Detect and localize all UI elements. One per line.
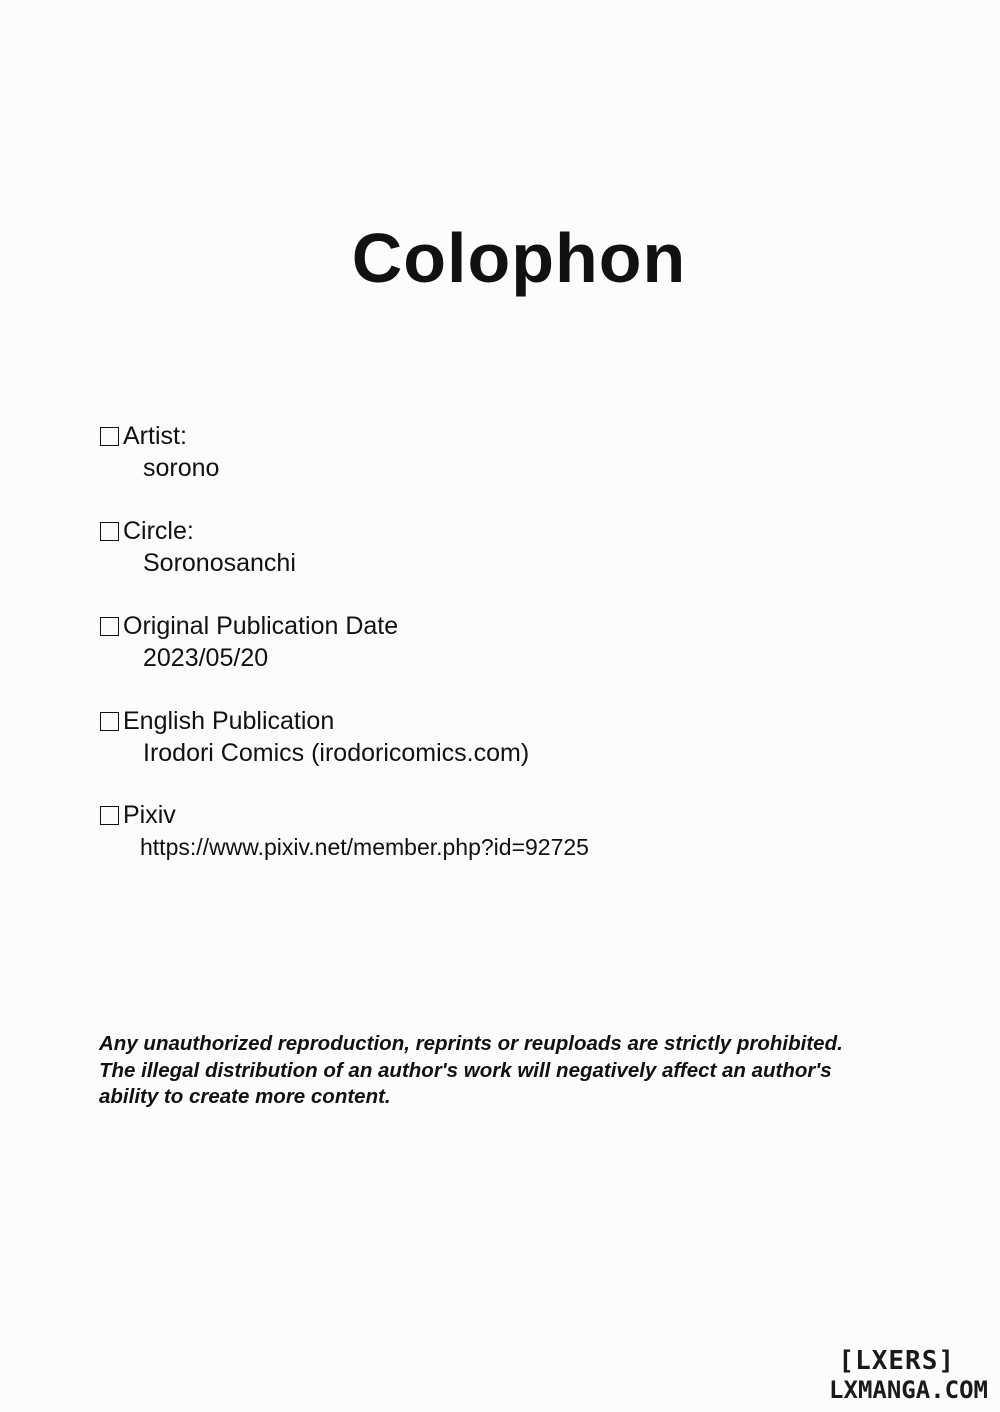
- field-circle: [100, 516, 296, 578]
- watermark-top: [LXERS]: [838, 1346, 955, 1376]
- checkbox-icon: [100, 427, 119, 446]
- field-publication-date: [100, 611, 398, 673]
- field-value: Soronosanchi: [143, 549, 296, 577]
- page-title: Colophon: [351, 219, 687, 297]
- field-label: Pixiv: [123, 801, 176, 829]
- field-english-publication: [100, 706, 529, 768]
- watermark-bottom: LXMANGA.COM: [829, 1376, 988, 1404]
- notice-line: The illegal distribution of an author's work will negatively affect an author's: [99, 1058, 832, 1082]
- watermark: [829, 1346, 988, 1404]
- notice-line: Any unauthorized reproduction, reprints or reuploads are strictly prohibited.: [99, 1032, 843, 1055]
- field-label: Circle:: [123, 517, 194, 545]
- checkbox-icon: [100, 617, 119, 636]
- checkbox-icon: [100, 522, 119, 541]
- field-pixiv: [100, 800, 589, 862]
- field-label: Original Publication Date: [123, 612, 399, 640]
- field-value: sorono: [143, 454, 220, 482]
- field-label: English Publication: [123, 707, 335, 735]
- field-value: 2023/05/20: [143, 644, 269, 672]
- field-label: Artist:: [123, 422, 187, 450]
- checkbox-icon: [100, 712, 119, 731]
- field-value: Irodori Comics (irodoricomics.com): [143, 739, 530, 767]
- pixiv-link[interactable]: https://www.pixiv.net/member.php?id=92725: [140, 834, 589, 860]
- checkbox-icon: [100, 806, 119, 825]
- field-artist: [100, 421, 219, 483]
- copyright-notice: [99, 1031, 959, 1111]
- notice-line: ability to create more content.: [99, 1085, 391, 1108]
